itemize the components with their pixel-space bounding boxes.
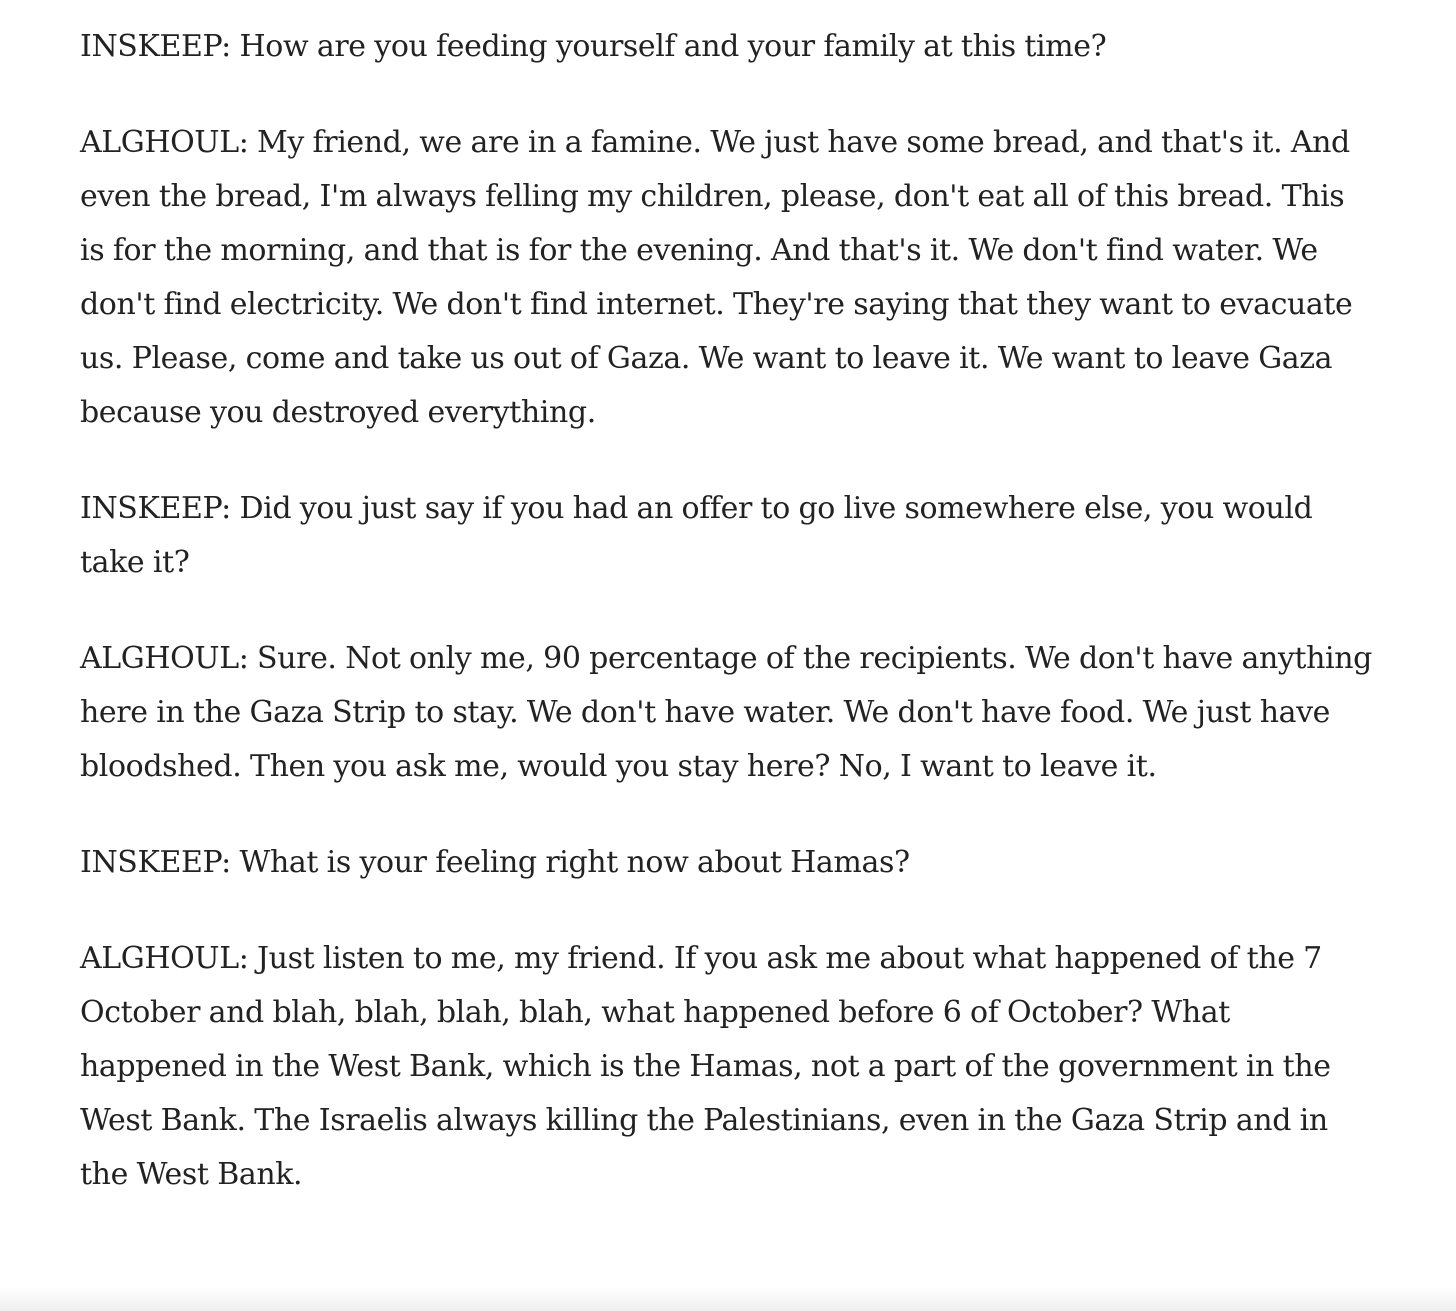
article-body — [80, 20, 1376, 1244]
transcript-paragraph-inskeep-3: INSKEEP: What is your feeling right now about Hamas? — [80, 845, 910, 880]
transcript-paragraph-inskeep-2: INSKEEP: Did you just say if you had an offer to go live somewhere else, you would take it? — [80, 491, 1313, 580]
transcript-paragraph-inskeep-1: INSKEEP: How are you feeding yourself and your family at this time? — [80, 29, 1107, 64]
transcript-paragraph-alghoul-2: ALGHOUL: Sure. Not only me, 90 percentage of the recipients. We don't have anything here in the Gaza Strip to stay. We don't have water. We don't have food. We just have bloodshed. Then you ask me, would you stay here? No, I want to leave it. — [80, 641, 1372, 784]
bottom-fade-overlay — [0, 1287, 1456, 1311]
transcript-paragraph-alghoul-3: ALGHOUL: Just listen to me, my friend. If you ask me about what happened of the 7 October and blah, blah, blah, blah, what happened before 6 of October? What happened in the West Bank, which is the Hamas, not a part of the government in the West Bank. The Israelis always killing the Palestinians, even in the Gaza Strip and in the West Bank. — [80, 941, 1331, 1192]
transcript-paragraph-alghoul-1: ALGHOUL: My friend, we are in a famine. We just have some bread, and that's it. And even the bread, I'm always felling my children, please, don't eat all of this bread. This is for the morning, and that is for the evening. And that's it. We don't find water. We don't find electricity. We don't find internet. They're saying that they want to evacuate us. Please, come and take us out of Gaza. We want to leave it. We want to leave Gaza because you destroyed everything. — [80, 125, 1353, 430]
